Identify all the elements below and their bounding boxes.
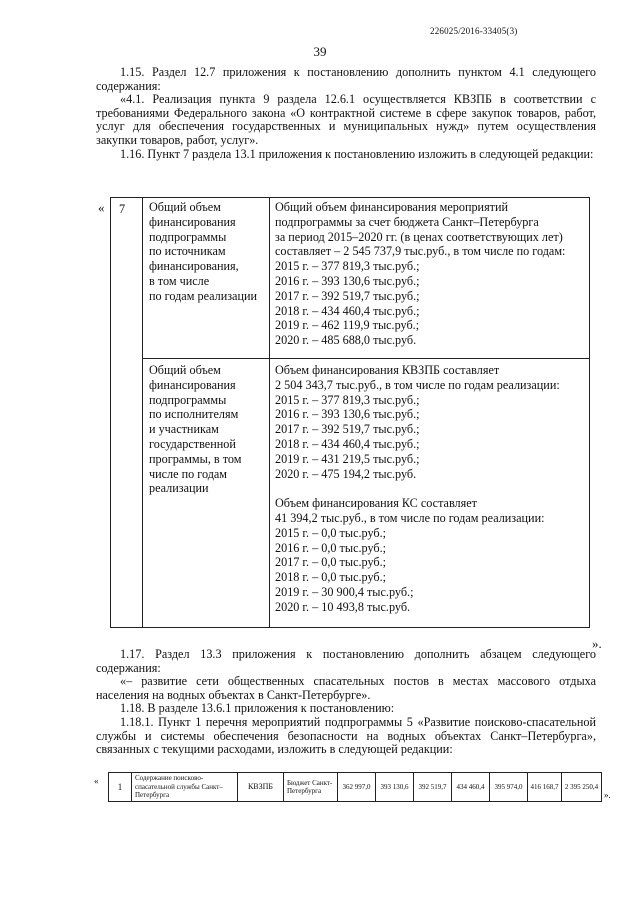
row-divider: [142, 358, 589, 359]
row-number: 7: [119, 202, 126, 216]
financing-table: [110, 197, 590, 628]
paragraph-1-17: 1.17. Раздел 13.3 приложения к постановлению дополнить абзацем следующего содержания:: [96, 647, 596, 675]
cell-num: 1: [117, 781, 123, 792]
cell-value-6: 416 168,7: [527, 773, 561, 801]
row1-value: Общий объем финансирования мероприятий подпрограммы за счет бюджета Санкт–Петербурга за период 2015–2020 гг. (в ценах соответствующих лет) составляет – 2 545 737,9 тыс.руб., в том числе по годам: 2015 г. – 377 819,3 тыс.руб.; 2016 г. – 393 130,6 тыс.руб.; 2017 г. – 392 519,7 тыс.руб.; 2018 г. – 434 460,4 тыс.руб.; 2019 г. – 462 119,9 тыс.руб.; 2020 г. – 485 688,0 тыс.руб.: [275, 200, 566, 348]
paragraph-1-15: 1.15. Раздел 12.7 приложения к постановлению дополнить пунктом 4.1 следующего содержания:: [96, 65, 596, 93]
table-open-quote: «: [98, 200, 105, 215]
page-number: 39: [313, 44, 327, 59]
paragraph-1-18-1: 1.18.1. Пункт 1 перечня мероприятий подпрограммы 5 «Развитие поисково-спасательной службы и системы обеспечения безопасности на водных объектах Санкт–Петербурга», связанных с текущими расходами, изложить в следующей редакции:: [96, 714, 596, 757]
paragraph-4-1: «4.1. Реализация пункта 9 раздела 12.6.1 осуществляется КВЗПБ в соответствии с требованиями Федерального закона «О контрактной системе в сфере закупок товаров, работ, услуг для обеспечения государственных и муниципальных нужд» путем осуществления закупки товаров, работ, услуг».: [96, 92, 596, 147]
paragraph-1-18: 1.18. В разделе 13.6.1 приложения к постановлению:: [120, 701, 395, 716]
expense-table: [108, 772, 602, 802]
doc-id: 226025/2016-33405(3): [430, 26, 518, 36]
cell-value-3: 392 519,7: [413, 773, 451, 801]
cell-total: 2 395 250,4: [561, 773, 601, 801]
small-table-open-quote: «: [94, 776, 99, 786]
col-divider-1: [142, 198, 143, 627]
cell-name: Содержание поисково-спасательной службы Санкт–Петербурга: [131, 773, 237, 801]
row2-value: Объем финансирования КВЗПБ составляет 2 504 343,7 тыс.руб., в том числе по годам реализации: 2015 г. – 377 819,3 тыс.руб.; 2016 г. – 393 130,6 тыс.руб.; 2017 г. – 392 519,7 тыс.руб.; 2018 г. – 434 460,4 тыс.руб.; 2019 г. – 431 219,5 тыс.руб.; 2020 г. – 475 194,2 тыс.руб. Объем финансирования КС составляет 41 394,2 тыс.руб., в том числе по годам реализации: 2015 г. – 0,0 тыс.руб.; 2016 г. – 0,0 тыс.руб.; 2017 г. – 0,0 тыс.руб.; 2018 г. – 0,0 тыс.руб.; 2019 г. – 30 900,4 тыс.руб.; 2020 г. – 10 493,8 тыс.руб.: [275, 363, 560, 614]
paragraph-1-16: 1.16. Пункт 7 раздела 13.1 приложения к постановлению изложить в следующей редакции:: [120, 146, 594, 161]
cell-source: Бюджет Санкт-Петербурга: [283, 773, 337, 801]
cell-value-1: 362 997,0: [337, 773, 375, 801]
cell-org: КВЗПБ: [237, 773, 283, 801]
small-table-close-quote: ».: [604, 790, 611, 800]
paragraph-dash: «– развитие сети общественных спасательных постов в местах массового отдыха населения на водных объектах в Санкт-Петербурге».: [96, 674, 596, 702]
col-divider-2: [269, 198, 270, 627]
row2-label: Общий объем финансирования подпрограммы по исполнителям и участникам государственной программы, в том числе по годам реализации: [149, 363, 242, 496]
cell-value-2: 393 130,6: [375, 773, 413, 801]
row1-label: Общий объем финансирования подпрограммы по источникам финансирования, в том числе по годам реализации: [149, 200, 258, 303]
section-1: [96, 66, 596, 161]
cell-value-5: 395 974,0: [489, 773, 527, 801]
table-close-quote: ».: [592, 636, 602, 651]
cell-value-4: 434 460,4: [451, 773, 489, 801]
section-2: [96, 648, 596, 757]
